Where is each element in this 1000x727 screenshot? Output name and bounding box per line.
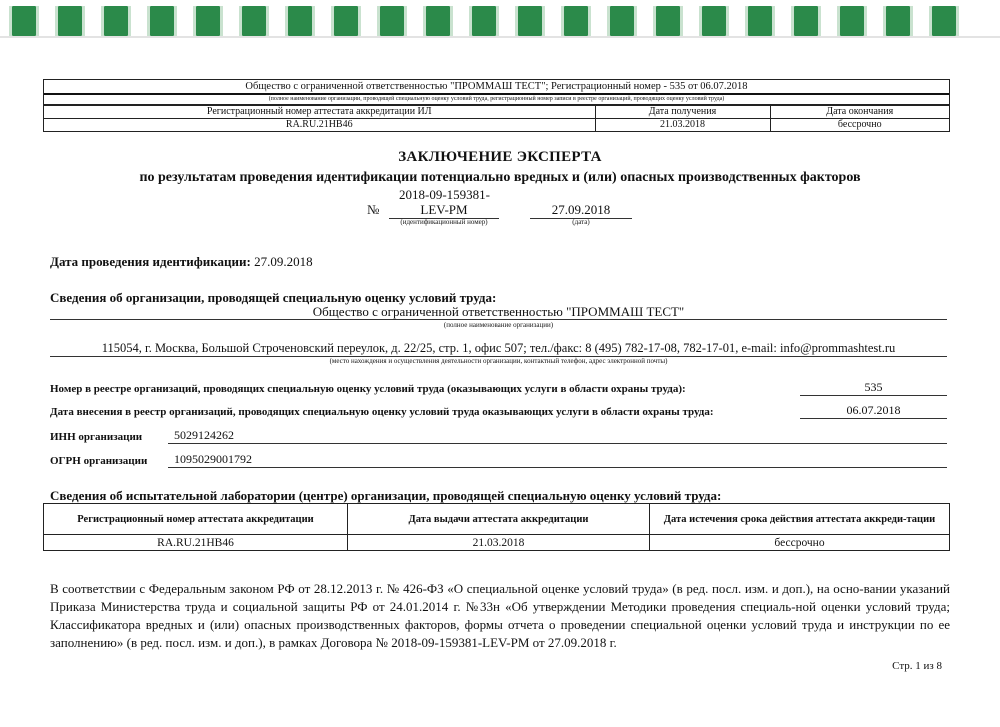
- header-received-value: 21.03.2018: [595, 119, 770, 132]
- header-table: [44, 105, 949, 132]
- conclusion-date-caption: (дата): [572, 218, 590, 226]
- paper-edge: [0, 36, 1000, 38]
- header-col-reg: Регистрационный номер аттестата аккредитации ИЛ: [44, 106, 595, 119]
- conclusion-number-block: [367, 202, 667, 232]
- lab-issue-value: 21.03.2018: [348, 535, 650, 551]
- binding-hole: [932, 6, 956, 36]
- assessor-full-name: Общество с ограниченной ответственностью "ПРОММАШ ТЕСТ": [50, 304, 947, 320]
- binding-hole: [610, 6, 634, 36]
- assessor-heading: Сведения об организации, проводящей специальную оценку условий труда:: [50, 290, 497, 305]
- binding-hole: [794, 6, 818, 36]
- conclusion-number-caption: (идентификационный номер): [400, 218, 488, 226]
- header-block: [43, 79, 950, 132]
- assessor-full-name-caption: (полное наименование организации): [443, 321, 554, 329]
- document-title: ЗАКЛЮЧЕНИЕ ЭКСПЕРТА: [398, 149, 602, 165]
- legal-basis-paragraph: В соответствии с Федеральным законом РФ от 28.12.2013 г. № 426-ФЗ «О специальной оценке условий труда» (в ред. посл. изм. и доп.), на осно-вании указаний Приказа Министерства труда и социальной защиты РФ от 24.01.2014 г. №33н «Об утверждении Методики проведения специаль-ной оценки условий труда; Классификатора вредных и (или) опасных производственных факторов, формы отчета о проведении специальной оценки условий труда и инструкции по ее заполнению» (в ред. посл. изм. и доп.), в рамках Договора № 2018-09-159381-LEV-PM от 27.09.2018 г.: [50, 581, 950, 650]
- identification-label: Дата проведения идентификации:: [50, 254, 251, 269]
- identification-value: 27.09.2018: [254, 254, 313, 269]
- header-end-value: бессрочно: [770, 119, 949, 132]
- registry-number-label: Номер в реестре организаций, проводящих специальную оценку условий труда (оказывающих услуги в области охраны труда):: [50, 383, 686, 395]
- lab-col-reg: Регистрационный номер аттестата аккредитации: [44, 504, 348, 535]
- page-number: Стр. 1 из 8: [892, 660, 942, 672]
- binding-hole: [104, 6, 128, 36]
- binding-hole: [564, 6, 588, 36]
- binding-hole: [196, 6, 220, 36]
- conclusion-number-value: LEV-PM: [389, 202, 499, 219]
- binding-hole: [12, 6, 36, 36]
- ogrn-value: 1095029001792: [168, 452, 947, 468]
- identification-date: [50, 254, 313, 270]
- binding-hole: [472, 6, 496, 36]
- registry-date-label: Дата внесения в реестр организаций, проводящих специальную оценку условий труда оказывающих услуги в области охраны труда:: [50, 406, 714, 418]
- binding-hole: [58, 6, 82, 36]
- header-col-end: Дата окончания: [770, 106, 949, 119]
- binding-hole: [702, 6, 726, 36]
- binding-holes: [12, 6, 956, 36]
- registry-date-value: 06.07.2018: [800, 403, 947, 419]
- binding-hole: [840, 6, 864, 36]
- header-organization-caption: (полное наименование организации, проводящей специальную оценку условий труда, регистрационный номер записи в реестре организаций, проводящих оценку условий труда): [44, 95, 949, 105]
- binding-hole: [150, 6, 174, 36]
- lab-reg-value: RA.RU.21HB46: [44, 535, 348, 551]
- inn-label: ИНН организации: [50, 431, 143, 443]
- binding-hole: [334, 6, 358, 36]
- binding-hole: [426, 6, 450, 36]
- header-organization: Общество с ограниченной ответственностью "ПРОММАШ ТЕСТ"; Регистрационный номер - 535 от 06.07.2018: [44, 80, 949, 95]
- registry-number-value: 535: [800, 380, 947, 396]
- binding-hole: [748, 6, 772, 36]
- lab-table: [43, 503, 950, 551]
- lab-col-issue: Дата выдачи аттестата аккредитации: [348, 504, 650, 535]
- lab-col-expiry: Дата истечения срока действия аттестата аккреди-тации: [650, 504, 950, 535]
- binding-hole: [288, 6, 312, 36]
- conclusion-date-value: 27.09.2018: [530, 202, 632, 219]
- binding-strip: [0, 0, 1000, 40]
- binding-hole: [518, 6, 542, 36]
- lab-expiry-value: бессрочно: [650, 535, 950, 551]
- header-col-received: Дата получения: [595, 106, 770, 119]
- binding-hole: [380, 6, 404, 36]
- binding-hole: [886, 6, 910, 36]
- header-reg-value: RA.RU.21HB46: [44, 119, 595, 132]
- number-sign: №: [367, 202, 380, 217]
- assessor-address-caption: (место нахождения и осуществления деятельности организации, контактный телефон, адрес электронной почты): [329, 357, 668, 365]
- binding-hole: [656, 6, 680, 36]
- lab-heading: Сведения об испытательной лаборатории (центре) организации, проводящей специальную оценку условий труда:: [50, 488, 722, 503]
- inn-value: 5029124262: [168, 428, 947, 444]
- assessor-address: 115054, г. Москва, Большой Строченовский переулок, д. 22/25, стр. 1, офис 507; тел./факс: 8 (495) 782-17-08, 782-17-01, e-mail: info@prommashtest.ru: [50, 341, 947, 357]
- binding-hole: [242, 6, 266, 36]
- conclusion-number-top: 2018-09-159381-: [399, 187, 490, 202]
- ogrn-label: ОГРН организации: [50, 455, 148, 467]
- document-subtitle: по результатам проведения идентификации потенциально вредных и (или) опасных производственных факторов: [139, 170, 861, 185]
